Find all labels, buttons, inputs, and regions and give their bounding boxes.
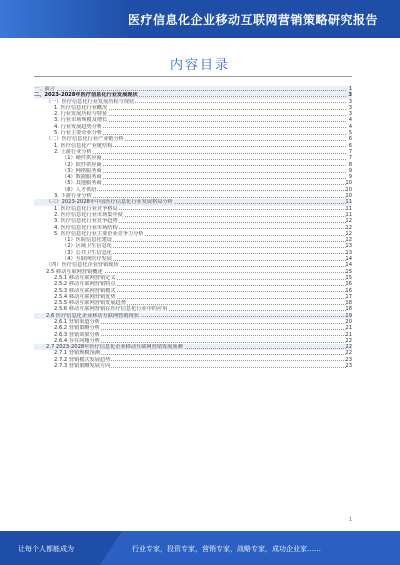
toc-entry-page: 21 [345,325,352,332]
toc-entry-label: （4）互联网医疗发展 [62,256,112,263]
toc-entry-page: 8 [348,161,352,168]
toc-entry-label: 2.7.3 营销策略发展方向 [54,363,111,370]
toc-entry-page: 6 [348,142,352,149]
toc-entry-label: （5）其他服务商 [62,180,102,187]
toc-leader-dots [62,180,346,185]
toc-entry-page: 22 [345,344,352,351]
footer-left-text: 让每个人都能成为 [18,545,74,553]
report-title: 医疗信息化企业移动互联网营销策略研究报告 [127,13,378,27]
toc-entry-label: 3. 行业市场规模及增长 [54,117,108,124]
toc-entry-page: 12 [345,224,352,231]
toc-entry-page: 11 [345,205,352,212]
toc-entry-page: 3 [348,104,352,111]
toc-entry-label: （1）医院信息化建设 [62,237,112,244]
toc-entry-label: 2.6.4 存在问题分析 [54,337,100,344]
toc-entry-page: 21 [345,331,352,338]
toc-top-rule [34,76,352,77]
toc-entry-label: 2.6.1 营销渠道分析 [54,318,100,325]
toc-entry-page: 10 [345,180,352,187]
toc-entry-label: （2）软件供应商 [62,161,102,168]
toc-entry-label: （2）区域卫生信息化 [62,243,112,250]
toc-entry-page: 23 [345,363,352,370]
toc-entry-label: 4. 行业发展趋势分析 [54,123,103,130]
toc-entry-page: 12 [345,218,352,225]
toc-entry-page: 4 [348,123,352,130]
toc-entry-label: 2.5.2 移动互联网营销特点 [54,281,116,288]
toc-entry-page: 15 [345,268,352,275]
toc-entry-label: 二、2023-2028年医疗信息化行业发展现状 [34,92,138,99]
toc-entry-label: （3）公共卫生信息化 [62,249,112,256]
toc-entry-label: 1. 医疗信息化行业竞争格局 [54,205,118,212]
toc-entry-label: 2. 医疗信息化行业市场集中度 [54,211,123,218]
table-of-contents [34,86,352,369]
toc-entry-page: 7 [348,155,352,162]
toc-entry-label: 2.5.1 移动互联网营销定义 [54,274,116,281]
toc-entry-page: 10 [345,193,352,200]
toc-entry-page: 10 [345,186,352,193]
toc-entry-page: 17 [345,293,352,300]
toc-entry-page: 22 [345,350,352,357]
toc-entry-page: 9 [348,167,352,174]
toc-entry-page: 5 [348,130,352,137]
toc-entry-label: 2.5.5 移动互联网营销发展趋势 [54,300,126,307]
toc-entry-page: 16 [345,281,352,288]
toc-entry-page: 3 [348,92,352,99]
toc-entry-label: 2.7.2 营销模式发展趋势 [54,356,111,363]
toc-entry-label: 2. 行业发展历程与特征 [54,111,108,118]
toc-leader-dots [62,162,346,167]
toc-entry-label: 一、前言 [34,86,55,92]
toc-entry-page: 20 [345,318,352,325]
toc-entry-page: 11 [345,211,352,218]
toc-entry-page: 4 [348,117,352,124]
toc-title: 内容目录 [169,58,230,73]
toc-entry-label: 3. 下游行业分析 [54,193,92,200]
toc-entry[interactable] [34,363,352,369]
toc-entry-page: 15 [345,274,352,281]
toc-entry-page: 6 [348,136,352,143]
toc-entry-page: 23 [345,356,352,363]
toc-entry-label: 3. 医疗信息化行业竞争趋势 [54,218,118,225]
toc-entry-label: （6）人才供给 [62,186,97,193]
footer-bar [0,531,400,565]
footer-divider [100,531,122,565]
toc-entry-page: 3 [348,98,352,105]
toc-entry-page: 7 [348,148,352,155]
toc-leader-dots [54,149,346,154]
toc-entry-label: 1. 医疗信息化行业概况 [54,104,108,111]
toc-entry-label: 5. 医疗信息化行业主要企业竞争力分析 [54,230,144,237]
toc-entry-page: 13 [345,243,352,250]
toc-entry-label: （二）医疗信息化行业产业链分析 [46,136,124,143]
header-bar [0,0,400,38]
page-number: 1 [348,517,352,523]
toc-entry-label: 2. 上游行业分析 [54,148,92,155]
toc-entry-label: （一）医疗信息化行业发展历程与现状 [46,98,135,105]
toc-entry-label: 2.7.1 营销规模预测 [54,350,100,357]
toc-leader-dots [54,193,346,198]
toc-leader-dots [62,168,346,173]
toc-entry-label: 2.5 移动互联网营销概述 [46,268,103,275]
toc-entry-label: 2.7 2023-2028年医疗信息化企业移动互联网营销发展预测 [46,344,183,351]
toc-entry-label: 2.6.2 营销策略分析 [54,325,100,332]
toc-entry-page: 16 [345,287,352,294]
toc-entry-page: 12 [345,237,352,244]
footer-slogan: 行业专家，投资专家，营销专家，战略专家，成功企业家…… [132,545,321,553]
toc-entry-page: 9 [348,174,352,181]
toc-entry-page: 22 [345,337,352,344]
toc-entry-label: （三）2023-2028年中国医疗信息化行业发展格局分析 [46,199,173,206]
toc-entry-page: 18 [345,306,352,313]
toc-entry-label: 4. 医疗信息化行业市场结构 [54,224,118,231]
header-accent [0,0,130,38]
toc-entry-page: 18 [345,300,352,307]
toc-entry-page: 13 [345,249,352,256]
toc-entry-label: 2.5.4 移动互联网营销优势 [54,293,116,300]
toc-entry-page: 1 [348,86,352,92]
toc-entry-label: 2.6.3 营销效果分析 [54,331,100,338]
toc-entry-page: 14 [345,262,352,269]
toc-entry-label: （1）硬件供应商 [62,155,102,162]
toc-leader-dots [62,155,346,160]
toc-entry-label: （四）医疗信息化企业营销现状 [46,262,119,269]
toc-entry-page: 12 [345,230,352,237]
toc-entry-label: 1. 医疗信息化产业链结构 [54,142,113,149]
toc-entry-page: 14 [345,256,352,263]
toc-leader-dots [62,187,346,192]
toc-entry-label: 2.5.6 移动互联网营销在医疗信息化行业中的应用 [54,306,168,313]
toc-leader-dots [34,86,346,91]
toc-entry-label: 5. 行业主要企业分析 [54,130,103,137]
toc-entry-label: 2.5.3 移动互联网营销模式 [54,287,116,294]
toc-entry-label: （4）数据服务商 [62,174,102,181]
toc-entry-page: 3 [348,111,352,118]
toc-leader-dots [62,174,346,179]
toc-entry-label: 2.6 医疗信息化企业移动互联网营销现状 [46,312,139,319]
toc-entry-label: （3）网络服务商 [62,167,102,174]
toc-entry-page: 19 [345,312,352,319]
toc-entry-page: 11 [345,199,352,206]
